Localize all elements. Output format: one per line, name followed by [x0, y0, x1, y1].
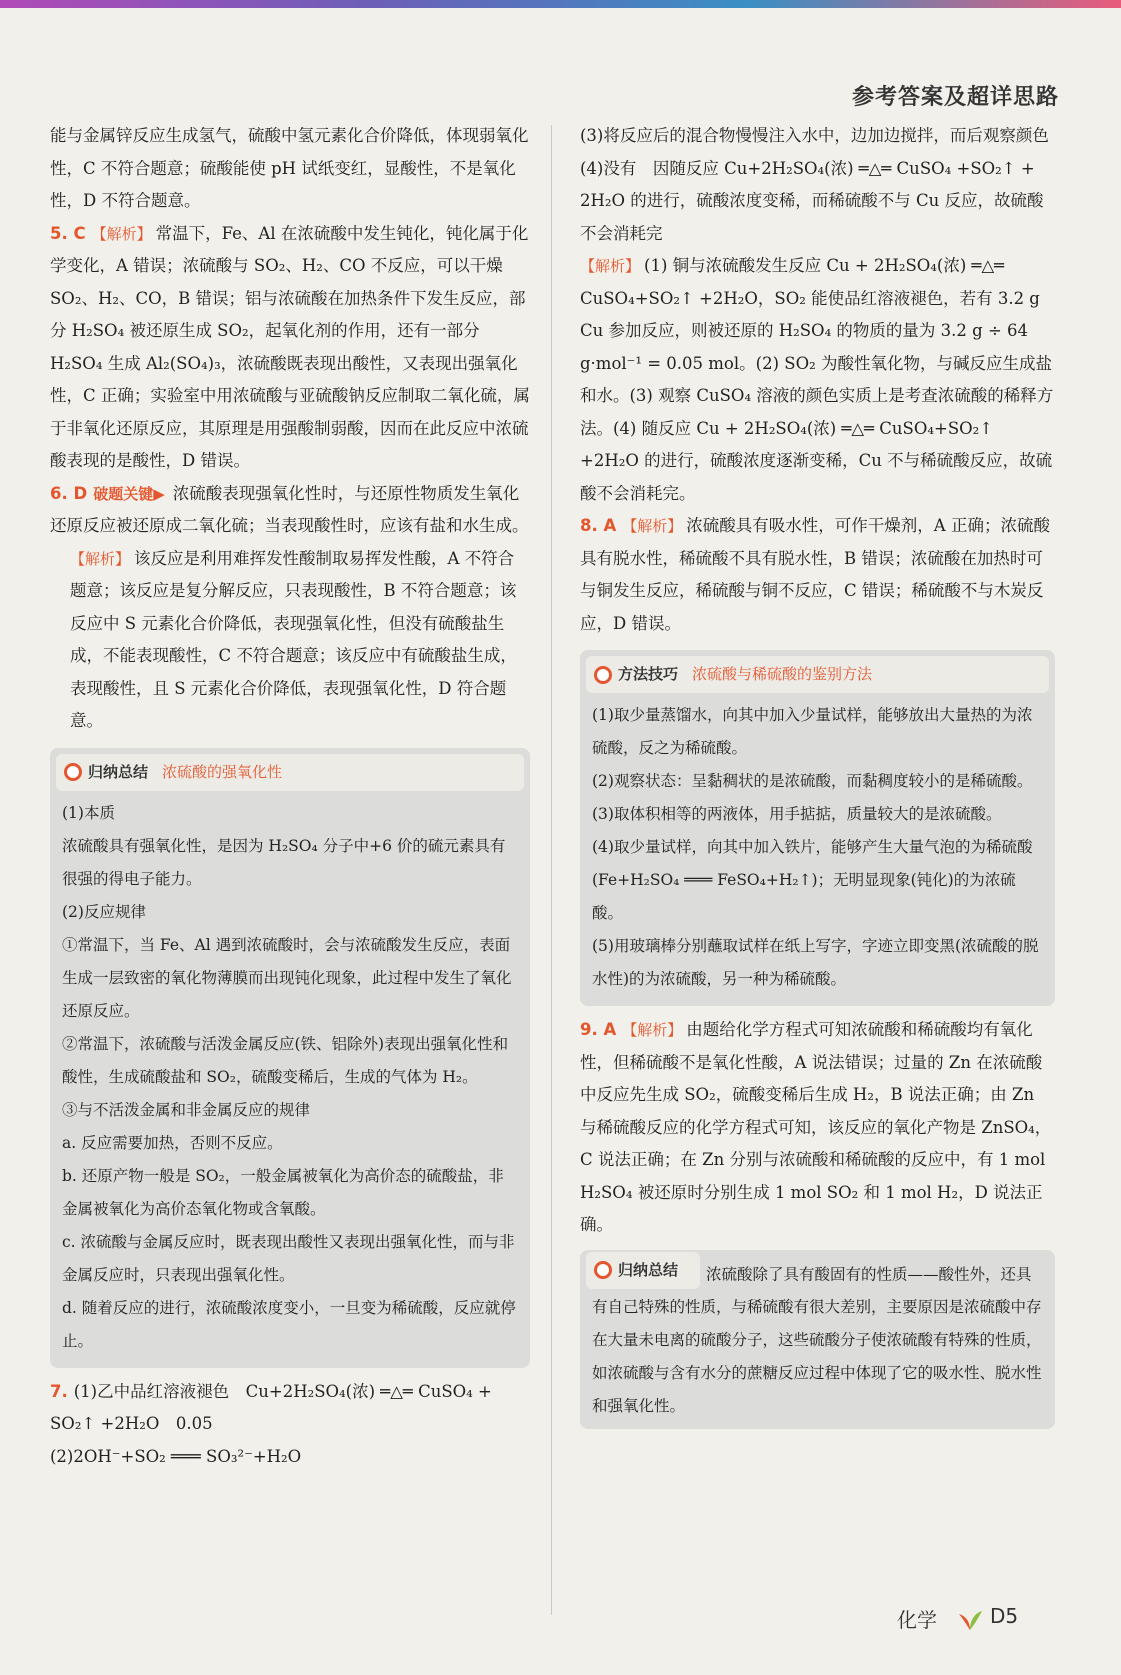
box-line: (3)取体积相等的两液体，用手掂掂，质量较大的是浓硫酸。 [592, 805, 1002, 823]
question-number: 5. C [50, 223, 86, 243]
analysis-tag: 【解析】 [91, 224, 152, 243]
box-line: (1)本质 [62, 803, 115, 822]
answer-7-part1 [50, 1376, 530, 1441]
answer-7-part4: (4)没有 因随反应 Cu+2H₂SO₄(浓) ═△═ CuSO₄ +SO₂↑ + 2H₂O 的进行，硫酸浓度变稀，而稀硫酸不与 Cu 反应，故硫酸不会消耗完 [580, 158, 1044, 243]
question-number: 6. D [50, 483, 88, 503]
answer-6 [50, 543, 530, 738]
summary-text: 浓硫酸除了具有酸固有的性质——酸性外，还具有自己特殊的性质，与稀硫酸有很大差别，主要原因是浓硫酸中存在大量未电离的硫酸分子，这些硫酸分子使浓硫酸有特殊的性质，如浓硫酸与含有水分的蔗糖反应过程中体现了它的吸水性、脱水性和强氧化性。 [592, 1265, 1042, 1415]
summary-box-concentrated [580, 1250, 1055, 1430]
answer-5-text: 常温下，Fe、Al 在浓硫酸中发生钝化，钝化属于化学变化，A 错误；浓硫酸与 SO₂、H₂、CO 不反应，可以干燥 SO₂、H₂、CO，B 错误；铝与浓硫酸在加热条件下发生反应，部分 H₂SO₄ 被还原生成 SO₂，起氧化剂的作用，还有一部分 H₂SO₄ 生成 Al₂(SO₄)₃，浓硫酸既表现出酸性，又表现出强氧化性，C 正确；实验室中用浓硫酸与亚硫酸钠反应制取二氧化硫，属于非氧化还原反应，其原理是用强酸制弱酸，因而在此反应中浓硫酸表现的是酸性，D 错误。 [50, 223, 530, 470]
box-line: a. 反应需要加热，否则不反应。 [62, 1133, 283, 1152]
page-number: D5 [990, 1604, 1019, 1628]
box-line: 浓硫酸具有强氧化性，是因为 H₂SO₄ 分子中+6 价的硫元素具有很强的得电子能力。 [62, 836, 506, 888]
answer-7-part2: (2)2OH⁻+SO₂ ═══ SO₃²⁻+H₂O [50, 1446, 302, 1466]
box-subtitle: 浓硫酸的强氧化性 [162, 762, 283, 781]
answer-9-text: 由题给化学方程式可知浓硫酸和稀硫酸均有氧化性，但稀硫酸不是氧化性酸，A 说法错误；过量的 Zn 在浓硫酸中反应先生成 SO₂，硫酸变稀后生成 H₂，B 说法正确；由 Zn 与稀硫酸反应的化学方程式可知，该反应的氧化产物是 ZnSO₄，C 说法正确；在 Zn 分别与浓硫酸和稀硫酸的反应中，有 1 mol H₂SO₄ 被还原时分别生成 1 mol SO₂ 和 1 mol H₂，D 说法正确。 [580, 1020, 1052, 1234]
answer-5 [50, 218, 530, 478]
circle-bullet-icon [64, 763, 82, 781]
circle-bullet-icon [594, 1261, 612, 1279]
box-line: d. 随着反应的进行，浓硫酸浓度变小，一旦变为稀硫酸，反应就停止。 [62, 1298, 516, 1350]
box-title: 方法技巧 [618, 665, 679, 683]
analysis-tag: 【解析】 [622, 1021, 683, 1039]
box-line: b. 还原产物一般是 SO₂，一般金属被氧化为高价态的硫酸盐，非金属被氧化为高价态氧化物或含氧酸。 [62, 1166, 504, 1218]
box-title: 归纳总结 [88, 762, 149, 781]
continued-answer: 能与金属锌反应生成氢气，硫酸中氢元素化合价降低，体现弱氧化性，C 不符合题意；硫酸能使 pH 试纸变红，显酸性，不是氧化性，D 不符合题意。 [50, 126, 529, 210]
right-column [580, 120, 1055, 1429]
footer-subject: 化学 [897, 1608, 937, 1632]
left-column [50, 120, 530, 1473]
box-line: ①常温下，当 Fe、Al 遇到浓硫酸时，会与浓硫酸发生反应，表面生成一层致密的氧化物薄膜而出现钝化现象，此过程中发生了氧化还原反应。 [62, 935, 512, 1020]
top-color-strip [0, 0, 1121, 8]
analysis-tag: 【解析】 [70, 549, 131, 568]
key-tag: 破题关键▶ [93, 484, 165, 503]
answer-7-analysis-text: (1) 铜与浓硫酸发生反应 Cu + 2H₂SO₄(浓) ═△═ CuSO₄+SO₂↑ +2H₂O，SO₂ 能使品红溶液褪色，若有 3.2 g Cu 参加反应，则被还原的 H₂SO₄ 的物质的量为 3.2 g ÷ 64 g·mol⁻¹ = 0.05 mol。(2) SO₂ 为酸性氧化物，与碱反应生成盐和水。(3) 观察 CuSO₄ 溶液的颜色实质上是考查浓硫酸的稀释方法。(4) 随反应 Cu + 2H₂SO₄(浓) ═△═ CuSO₄+SO₂↑ +2H₂O 的进行，硫酸浓度逐渐变稀，Cu 不与稀硫酸反应，故硫酸不会消耗完。 [580, 256, 1054, 503]
analysis-tag: 【解析】 [580, 257, 641, 275]
box-line: c. 浓硫酸与金属反应时，既表现出酸性又表现出强氧化性，而与非金属反应时，只表现出强氧化性。 [62, 1232, 515, 1284]
box-header [56, 754, 524, 791]
box-line: ②常温下，浓硫酸与活泼金属反应(铁、铝除外)表现出强氧化性和酸性，生成硫酸盐和 SO₂，硫酸变稀后，生成的气体为 H₂。 [62, 1034, 509, 1086]
box-header [586, 1252, 700, 1289]
box-line: (2)观察状态：呈黏稠状的是浓硫酸，而黏稠度较小的是稀硫酸。 [592, 772, 1033, 790]
question-number: 9. A [580, 1020, 617, 1039]
answer-7-part3: (3)将反应后的混合物慢慢注入水中，边加边搅拌，而后观察颜色 [580, 126, 1049, 145]
box-line: (2)反应规律 [62, 902, 146, 921]
box-subtitle: 浓硫酸与稀硫酸的鉴别方法 [692, 665, 873, 683]
answer-9 [580, 1014, 1055, 1242]
answer-7-line1: (1)乙中品红溶液褪色 Cu+2H₂SO₄(浓) ═△═ CuSO₄ + SO₂↑ +2H₂O 0.05 [50, 1381, 492, 1433]
summary-box-oxidizing [50, 748, 530, 1368]
box-line: (4)取少量试样，向其中加入铁片，能够产生大量气泡的为稀硫酸(Fe+H₂SO₄ ═══ FeSO₄+H₂↑)；无明显现象(钝化)的为浓硫酸。 [592, 838, 1033, 922]
method-box [580, 650, 1055, 1006]
column-divider [551, 125, 552, 1615]
box-line: ③与不活泼金属和非金属反应的规律 [62, 1100, 311, 1119]
answer-6-key [50, 478, 530, 543]
answer-8-text: 浓硫酸具有吸水性，可作干燥剂，A 正确；浓硫酸具有脱水性，稀硫酸不具有脱水性，B 错误；浓硫酸在加热时可与铜发生反应，稀硫酸与铜不反应，C 错误；稀硫酸不与木炭反应，D 错误。 [580, 516, 1050, 633]
box-title: 归纳总结 [618, 1260, 679, 1279]
question-number: 7. [50, 1381, 68, 1401]
leaf-icon [956, 1604, 984, 1632]
circle-bullet-icon [594, 666, 612, 684]
box-line: (5)用玻璃棒分别蘸取试样在纸上写字，字迹立即变黑(浓硫酸的脱水性)的为浓硫酸，另一种为稀硫酸。 [592, 937, 1039, 988]
answer-6-text: 该反应是利用难挥发性酸制取易挥发性酸，A 不符合题意；该反应是复分解反应，只表现酸性，B 不符合题意；该反应中 S 元素化合价降低，表现强氧化性，但没有硫酸盐生成，不能表现酸性，C 不符合题意；该反应中有硫酸盐生成，表现酸性，且 S 元素化合价降低，表现强氧化性，D 符合题意。 [70, 548, 517, 730]
answer-6-key-text: 浓硫酸表现强氧化性时，与还原性物质发生氧化还原反应被还原成二氧化硫；当表现酸性时，应该有盐和水生成。 [50, 483, 529, 535]
page-header-title: 参考答案及超详思路 [851, 85, 1059, 110]
question-number: 8. A [580, 516, 617, 535]
box-header [586, 656, 1049, 693]
answer-8 [580, 510, 1055, 640]
analysis-tag: 【解析】 [622, 517, 683, 535]
box-line: (1)取少量蒸馏水，向其中加入少量试样，能够放出大量热的为浓硫酸，反之为稀硫酸。 [592, 706, 1033, 757]
answer-7-analysis [580, 250, 1055, 510]
